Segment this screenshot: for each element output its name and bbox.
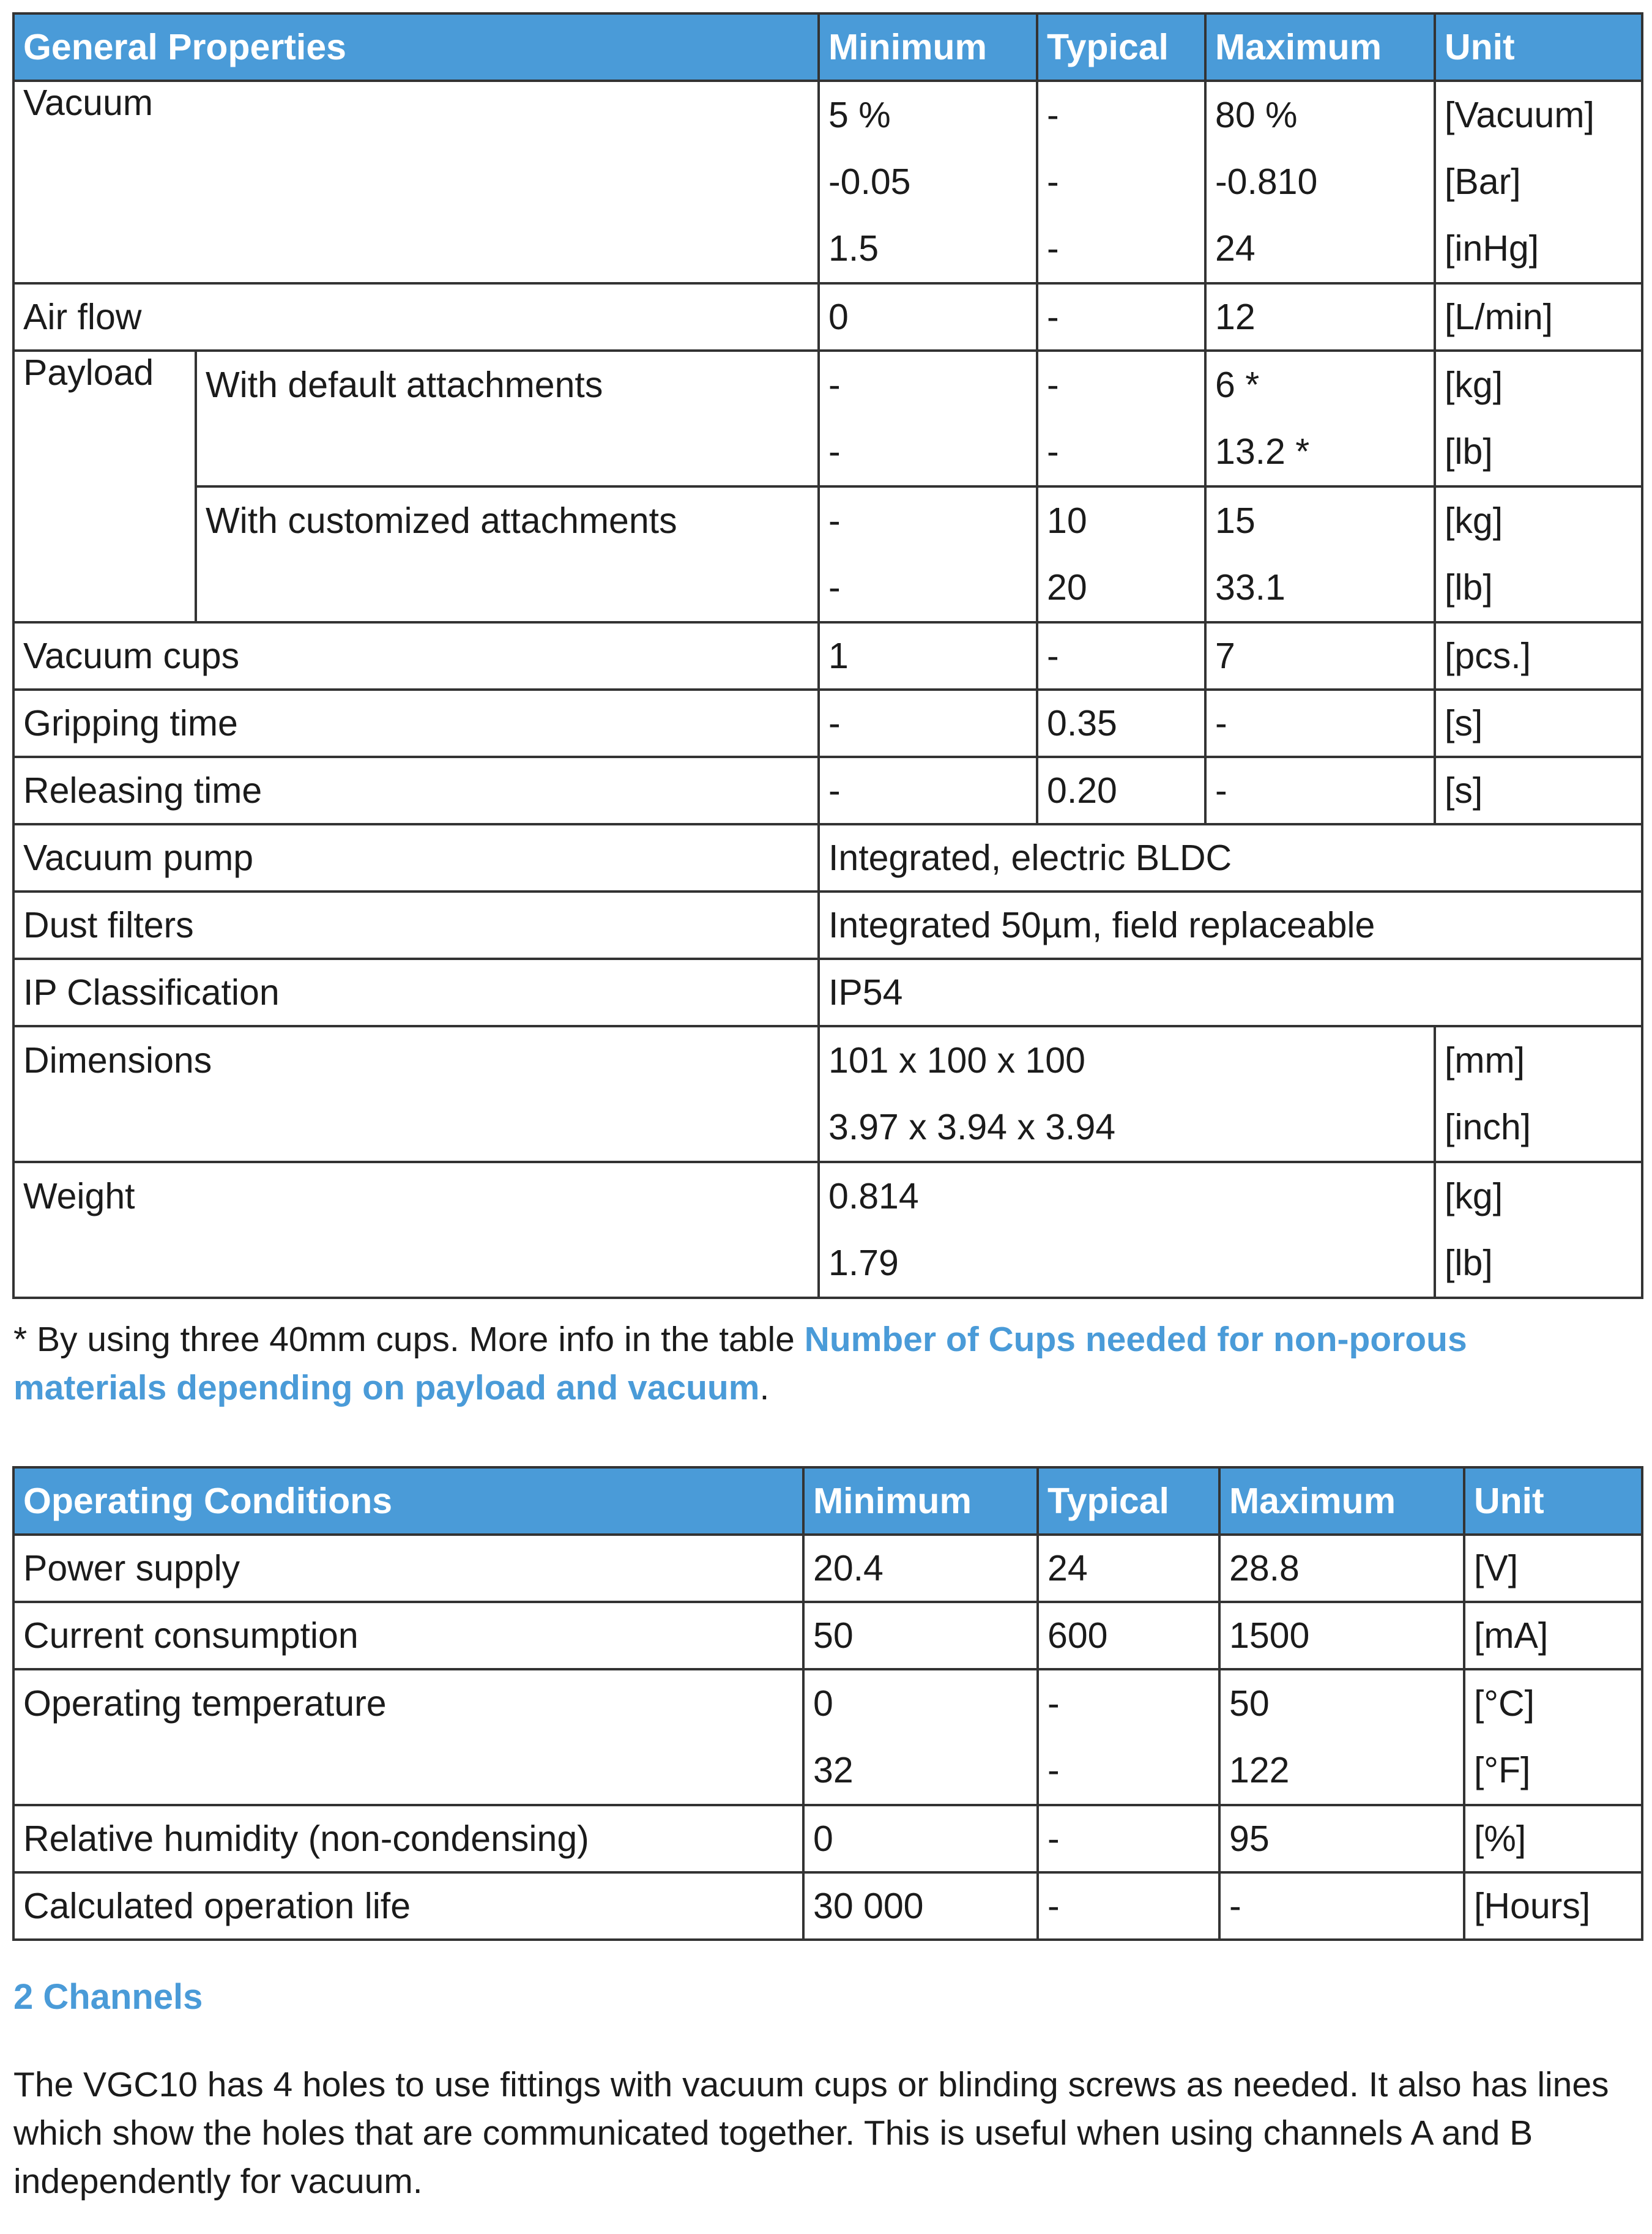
column-header: Maximum [1219,1467,1464,1535]
cell-value: 0.814 [828,1176,919,1216]
unit-cell: [mA] [1464,1602,1642,1669]
column-header: General Properties [13,13,819,81]
maximum-cell: 1500 [1219,1602,1464,1669]
maximum-cell: 28.8 [1219,1535,1464,1602]
cell-value: [lb] [1445,431,1493,472]
unit-cell [1435,351,1642,486]
typical-cell [1038,1669,1219,1805]
minimum-cell [819,351,1037,486]
row-label: Gripping time [13,690,819,757]
cell-value: [Bar] [1445,162,1521,202]
cell-value: [inch] [1445,1107,1531,1147]
unit-cell [1464,1669,1642,1805]
minimum-cell [819,81,1037,283]
typical-cell: 0.20 [1037,757,1205,824]
cell-value: 5 % [828,95,891,135]
column-header: Unit [1464,1467,1642,1535]
minimum-cell: 0 [803,1805,1038,1872]
table-row [13,1872,1642,1940]
cell-value: 20 [1047,567,1087,608]
cell-value: [kg] [1445,501,1503,541]
column-header: Minimum [819,13,1037,81]
maximum-cell: 7 [1205,622,1435,690]
row-label: Air flow [13,283,819,351]
cell-value: 50 [1229,1683,1270,1724]
cell-value: - [1047,1683,1060,1724]
cell-value: [Vacuum] [1445,95,1594,135]
cell-value: [°F] [1474,1750,1531,1790]
maximum-cell [1205,486,1435,622]
table-row [13,690,1642,757]
section-heading: 2 Channels [13,1977,203,2017]
cell-value: 24 [1215,228,1256,269]
column-header: Operating Conditions [13,1467,803,1535]
typical-cell: - [1037,283,1205,351]
cell-value: 32 [813,1750,854,1790]
table-row [13,1026,1642,1162]
column-header: Typical [1037,13,1205,81]
unit-cell: [pcs.] [1435,622,1642,690]
cell-value: [inHg] [1445,228,1539,269]
row-label: IP Classification [13,959,819,1026]
minimum-cell: 0 [819,283,1037,351]
value-cell: IP54 [819,959,1642,1026]
column-header: Unit [1435,13,1642,81]
row-label: Vacuum cups [13,622,819,690]
footnote-text: * By using three 40mm cups. More info in the table [13,1320,805,1359]
section-paragraph: The VGC10 has 4 holes to use fittings with vacuum cups or blinding screws as needed. It also has lines which show the holes that are communicated together. This is useful when using channels A and B independently for vacuum. [13,2065,1609,2201]
cell-value: 33.1 [1215,567,1286,608]
row-label [13,1669,803,1805]
unit-cell: [s] [1435,757,1642,824]
unit-cell: [Hours] [1464,1872,1642,1940]
cell-value: 13.2 * [1215,431,1310,472]
cell-value: 15 [1215,501,1256,541]
table-row [13,1805,1642,1872]
cell-value: 10 [1047,501,1087,541]
cell-value: - [828,501,841,541]
minimum-cell: 20.4 [803,1535,1038,1602]
typical-cell [1037,486,1205,622]
maximum-cell [1205,81,1435,283]
cell-value: Dimensions [23,1040,212,1081]
row-label: Current consumption [13,1602,803,1669]
value-cell [819,1026,1435,1162]
footnote-link[interactable]: Number of Cups needed for non-porous materials depending on payload and vacuum [13,1320,1467,1407]
unit-cell [1435,81,1642,283]
cell-value: 101 x 100 x 100 [828,1040,1085,1081]
typical-cell [1037,351,1205,486]
cell-value: With customized attachments [206,501,677,541]
unit-cell [1435,1026,1642,1162]
table-row [13,757,1642,824]
cell-value: 0 [813,1683,833,1724]
table-row [13,892,1642,959]
cell-value: 6 * [1215,365,1260,405]
table-row [13,81,1642,283]
minimum-cell [803,1669,1038,1805]
operating-conditions-table [12,1466,1643,1941]
cell-value: [kg] [1445,365,1503,405]
table-row [13,1535,1642,1602]
table-row [13,486,1642,622]
minimum-cell: - [819,757,1037,824]
cell-value: 80 % [1215,95,1298,135]
row-label: Calculated operation life [13,1872,803,1940]
cell-value: - [1047,365,1059,405]
cell-value: Weight [23,1176,135,1216]
cell-value: 3.97 x 3.94 x 3.94 [828,1107,1116,1147]
minimum-cell [819,486,1037,622]
value-cell: Integrated, electric BLDC [819,824,1642,892]
cell-value: - [828,431,841,472]
cell-value: - [828,567,841,608]
table-header-row [13,13,1642,81]
unit-cell: [V] [1464,1535,1642,1602]
cell-value: 1.79 [828,1243,899,1283]
sub-row-label [196,351,819,486]
unit-cell [1435,1162,1642,1298]
value-cell [819,1162,1435,1298]
row-label: Releasing time [13,757,819,824]
table-row [13,622,1642,690]
table-row [13,283,1642,351]
maximum-cell [1219,1669,1464,1805]
minimum-cell: 30 000 [803,1872,1038,1940]
cell-value: 122 [1229,1750,1290,1790]
cell-value: [lb] [1445,1243,1493,1283]
cell-value: - [1047,1750,1060,1790]
row-label: Payload [13,351,196,622]
column-header: Maximum [1205,13,1435,81]
table-row [13,1602,1642,1669]
cell-value: -0.810 [1215,162,1318,202]
cell-value: With default attachments [206,365,603,405]
minimum-cell: 1 [819,622,1037,690]
table-row [13,959,1642,1026]
maximum-cell: 95 [1219,1805,1464,1872]
row-label: Dust filters [13,892,819,959]
typical-cell: - [1038,1872,1219,1940]
typical-cell [1037,81,1205,283]
table-row [13,1162,1642,1298]
sub-row-label [196,486,819,622]
unit-cell: [s] [1435,690,1642,757]
minimum-cell: - [819,690,1037,757]
value-cell: Integrated 50µm, field replaceable [819,892,1642,959]
row-label [13,1162,819,1298]
column-header: Typical [1038,1467,1219,1535]
typical-cell: - [1037,622,1205,690]
column-header: Minimum [803,1467,1038,1535]
maximum-cell [1205,351,1435,486]
general-properties-table [12,12,1643,1299]
cell-value: - [1047,95,1059,135]
maximum-cell: 12 [1205,283,1435,351]
typical-cell: 600 [1038,1602,1219,1669]
cell-value: - [1047,431,1059,472]
cell-value: - [1047,228,1059,269]
row-label: Relative humidity (non-condensing) [13,1805,803,1872]
table-row [13,824,1642,892]
cell-value: [°C] [1474,1683,1535,1724]
cell-value: - [1047,162,1059,202]
unit-cell: [%] [1464,1805,1642,1872]
typical-cell: - [1038,1805,1219,1872]
row-label: Vacuum [13,81,819,283]
table-header-row [13,1467,1642,1535]
unit-cell: [L/min] [1435,283,1642,351]
maximum-cell: - [1205,757,1435,824]
unit-cell [1435,486,1642,622]
row-label: Vacuum pump [13,824,819,892]
footnote [13,1316,1629,1412]
typical-cell: 0.35 [1037,690,1205,757]
cell-value: -0.05 [828,162,911,202]
maximum-cell: - [1219,1872,1464,1940]
table-row [13,351,1642,486]
row-label: Power supply [13,1535,803,1602]
cell-value: - [828,365,841,405]
footnote-end: . [759,1368,770,1407]
typical-cell: 24 [1038,1535,1219,1602]
cell-value: [mm] [1445,1040,1525,1081]
cell-value: 1.5 [828,228,879,269]
table-row [13,1669,1642,1805]
row-label [13,1026,819,1162]
maximum-cell: - [1205,690,1435,757]
cell-value: Operating temperature [23,1683,387,1724]
cell-value: [kg] [1445,1176,1503,1216]
cell-value: [lb] [1445,567,1493,608]
minimum-cell: 50 [803,1602,1038,1669]
